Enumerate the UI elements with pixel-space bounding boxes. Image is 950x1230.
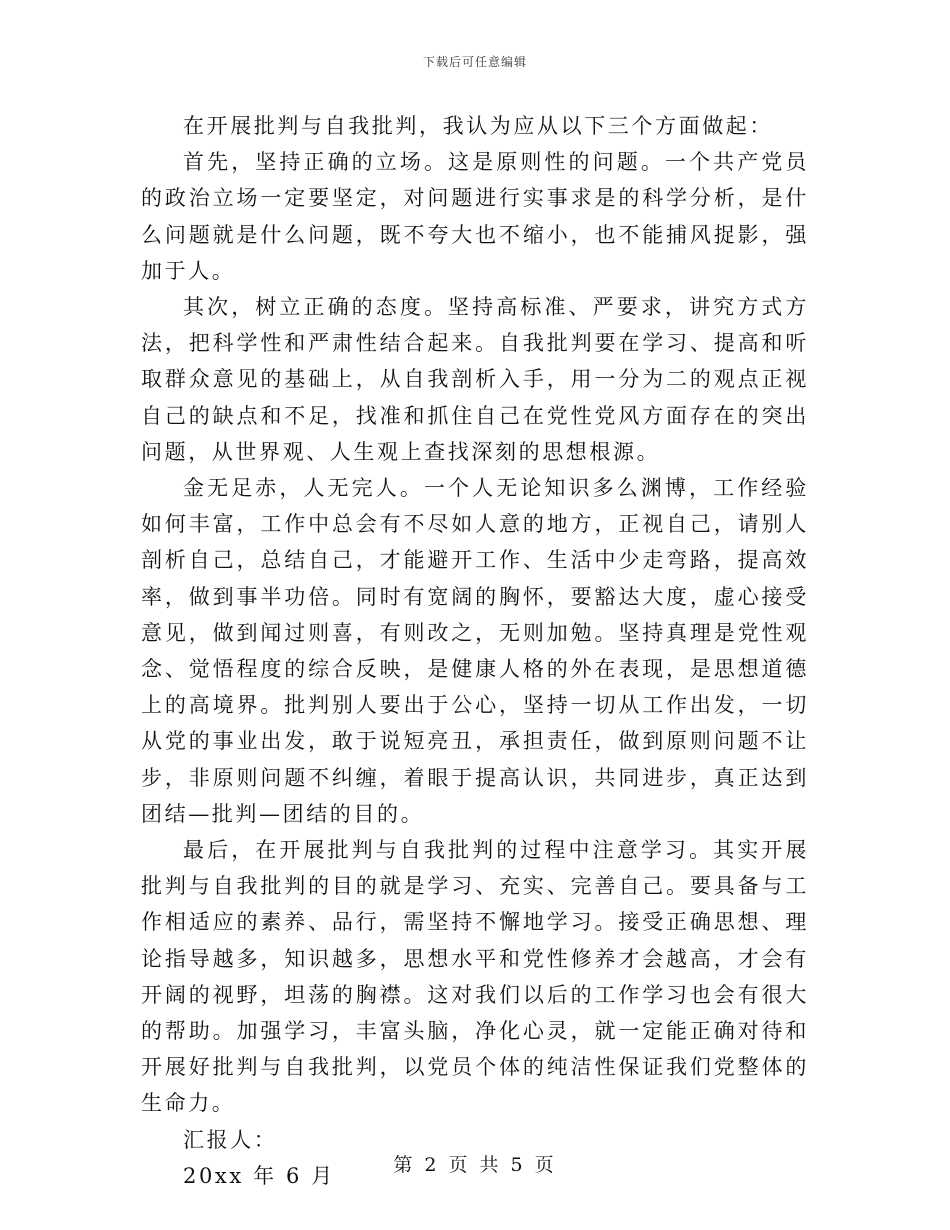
page-number-footer: 第 2 页 共 5 页 [393, 1154, 557, 1176]
reporter-label: 汇报人： [183, 1127, 278, 1152]
report-date: 20xx 年 6 月 [183, 1163, 335, 1188]
paragraph-intro: 在开展批判与自我批判，我认为应从以下三个方面做起： [183, 114, 773, 138]
paragraph-first-point: 首先，坚持正确的立场。这是原则性的问题。一个共产党员的政治立场一定要坚定，对问题进行实事求是的科学分析，是什么问题就是什么问题，既不夸大也不缩小，也不能捕风捉影，强加于人。 [141, 150, 809, 283]
header-note: 下载后可任意编辑 [422, 55, 527, 69]
document-body [141, 108, 809, 1194]
paragraph-second-point: 其次，树立正确的态度。坚持高标准、严要求，讲究方式方法，把科学性和严肃性结合起来。自我批判要在学习、提高和听取群众意见的基础上，从自我剖析入手，用一分为二的观点正视自己的缺点和不足，找准和抓住自己在党性党风方面存在的突出问题，从世界观、人生观上查找深刻的思想根源。 [141, 295, 809, 464]
paragraph-nobody-perfect: 金无足赤，人无完人。一个人无论知识多么渊博，工作经验如何丰富，工作中总会有不尽如人意的地方，正视自己，请别人剖析自己，总结自己，才能避开工作、生活中少走弯路，提高效率，做到事半功倍。同时有宽阔的胸怀，要豁达大度，虚心接受意见，做到闻过则喜，有则改之，无则加勉。坚持真理是党性观念、觉悟程度的综合反映，是健康人格的外在表现，是思想道德上的高境界。批判别人要出于公心，坚持一切从工作出发，一切从党的事业出发，敢于说短亮丑，承担责任，做到原则问题不让步，非原则问题不纠缠，着眼于提高认识，共同进步，真正达到团结—批判—团结的目的。 [141, 476, 809, 826]
paragraph-last-point: 最后，在开展批判与自我批判的过程中注意学习。其实开展批判与自我批判的目的就是学习、充实、完善自己。要具备与工作相适应的素养、品行，需坚持不懈地学习。接受正确思想、理论指导越多，知识越多，思想水平和党性修养才会越高，才会有开阔的视野，坦荡的胸襟。这对我们以后的工作学习也会有很大的帮助。加强学习，丰富头脑，净化心灵，就一定能正确对待和开展好批判与自我批判，以党员个体的纯洁性保证我们党整体的生命力。 [141, 838, 809, 1116]
